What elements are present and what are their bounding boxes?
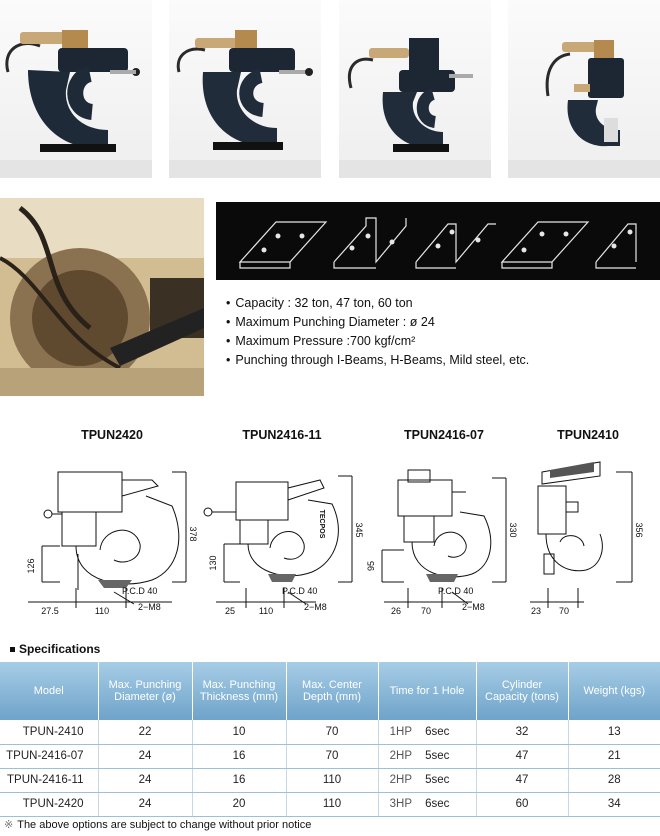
col-time-per-hole: Time for 1 Hole: [378, 662, 476, 720]
cell-diameter: 24: [98, 744, 192, 768]
diagram-title: TPUN2416-07: [404, 428, 484, 442]
table-row: [0, 744, 660, 768]
cell-depth: 70: [286, 744, 378, 768]
feature-capacity: • Capacity : 32 ton, 47 ton, 60 ton: [226, 294, 656, 313]
cell-time: 5sec: [423, 768, 476, 792]
col-center-depth: Max. Center Depth (mm): [286, 662, 378, 720]
footnote-text: The above options are subject to change without prior notice: [17, 819, 312, 831]
cell-time: 6sec: [423, 720, 476, 744]
beam-profiles-illustration: [216, 202, 660, 280]
cell-depth: 110: [286, 792, 378, 816]
cell-capacity: 32: [476, 720, 568, 744]
cell-weight: 21: [568, 744, 660, 768]
diagram-tpun2416-11: [196, 428, 368, 618]
cell-weight: 28: [568, 768, 660, 792]
cell-hp: 3HP: [378, 792, 423, 816]
dim-offset: 26: [390, 606, 402, 616]
col-punching-thickness: Max. Punching Thickness (mm): [192, 662, 286, 720]
workshop-photo: [0, 198, 204, 396]
diagram-tpun2410: [520, 428, 656, 618]
dim-screw: 2−M8: [462, 602, 485, 612]
diagram-title: TPUN2416-11: [242, 428, 322, 442]
cell-hp: 2HP: [378, 768, 423, 792]
cell-time: 5sec: [423, 744, 476, 768]
brand-label: TECPOS: [318, 509, 325, 539]
dim-throat: 130: [208, 555, 218, 571]
dim-throat: 126: [26, 558, 36, 574]
product-photo-tpun2416-11: [169, 0, 321, 178]
dim-depth: 70: [558, 606, 570, 616]
cell-diameter: 22: [98, 720, 192, 744]
specifications-heading: Specifications: [10, 642, 100, 656]
cell-hp: 1HP: [378, 720, 423, 744]
dim-height: 330: [508, 522, 518, 538]
footnote: [4, 818, 311, 831]
table-header-row: [0, 662, 660, 720]
specifications-table: [0, 662, 660, 817]
diagram-tpun2416-07: [368, 428, 520, 618]
cell-capacity: 47: [476, 768, 568, 792]
cell-depth: 70: [286, 720, 378, 744]
cell-thickness: 10: [192, 720, 286, 744]
feature-applications: • Punching through I-Beams, H-Beams, Mild steel, etc.: [226, 351, 656, 370]
feature-pressure: • Maximum Pressure :700 kgf/cm²: [226, 332, 656, 351]
heading-bullet-icon: [10, 647, 15, 652]
cell-weight: 34: [568, 792, 660, 816]
cell-model: TPUN-2416-07: [0, 744, 98, 768]
dim-offset: 23: [530, 606, 542, 616]
dim-height: 345: [354, 522, 364, 538]
cell-model: TPUN-2416-11: [0, 768, 98, 792]
col-punching-diameter: Max. Punching Diameter (ø): [98, 662, 192, 720]
dim-offset: 27.5: [41, 606, 59, 616]
cell-diameter: 24: [98, 768, 192, 792]
cell-diameter: 24: [98, 792, 192, 816]
dim-height: 356: [634, 522, 644, 538]
product-photo-tpun2420: [0, 0, 152, 178]
feature-punching-diameter: • Maximum Punching Diameter : ø 24: [226, 313, 656, 332]
dim-offset: 25: [224, 606, 236, 616]
cell-model: TPUN-2420: [0, 792, 98, 816]
cell-capacity: 47: [476, 744, 568, 768]
cell-weight: 13: [568, 720, 660, 744]
reference-mark-icon: ※: [4, 819, 14, 831]
diagram-title: TPUN2410: [557, 428, 619, 442]
dim-pcd: P.C.D 40: [282, 586, 318, 596]
table-row: [0, 768, 660, 792]
product-photo-tpun2410: [508, 0, 660, 178]
dim-depth: 110: [94, 606, 110, 616]
product-photo-strip: [0, 0, 660, 178]
dim-height: 378: [188, 526, 198, 542]
cell-time: 6sec: [423, 792, 476, 816]
cell-hp: 2HP: [378, 744, 423, 768]
dim-throat: 95: [366, 560, 376, 572]
cell-depth: 110: [286, 768, 378, 792]
feature-list: [226, 294, 656, 370]
diagram-title: TPUN2420: [81, 428, 143, 442]
product-photo-tpun2416-07: [339, 0, 491, 178]
cell-model: TPUN-2410: [0, 720, 98, 744]
table-row: [0, 720, 660, 744]
col-cylinder-capacity: Cylinder Capacity (tons): [476, 662, 568, 720]
diagram-tpun2420: [22, 428, 202, 618]
cell-thickness: 20: [192, 792, 286, 816]
cell-capacity: 60: [476, 792, 568, 816]
dim-pcd: P.C.D 40: [122, 586, 158, 596]
dim-depth: 110: [258, 606, 274, 616]
col-weight: Weight (kgs): [568, 662, 660, 720]
dim-pcd: P.C.D 40: [438, 586, 474, 596]
dim-depth: 70: [420, 606, 432, 616]
dim-screw: 2−M8: [138, 602, 161, 612]
cell-thickness: 16: [192, 768, 286, 792]
col-model: Model: [0, 662, 98, 720]
cell-thickness: 16: [192, 744, 286, 768]
dim-screw: 2−M8: [304, 602, 327, 612]
table-row: [0, 792, 660, 816]
